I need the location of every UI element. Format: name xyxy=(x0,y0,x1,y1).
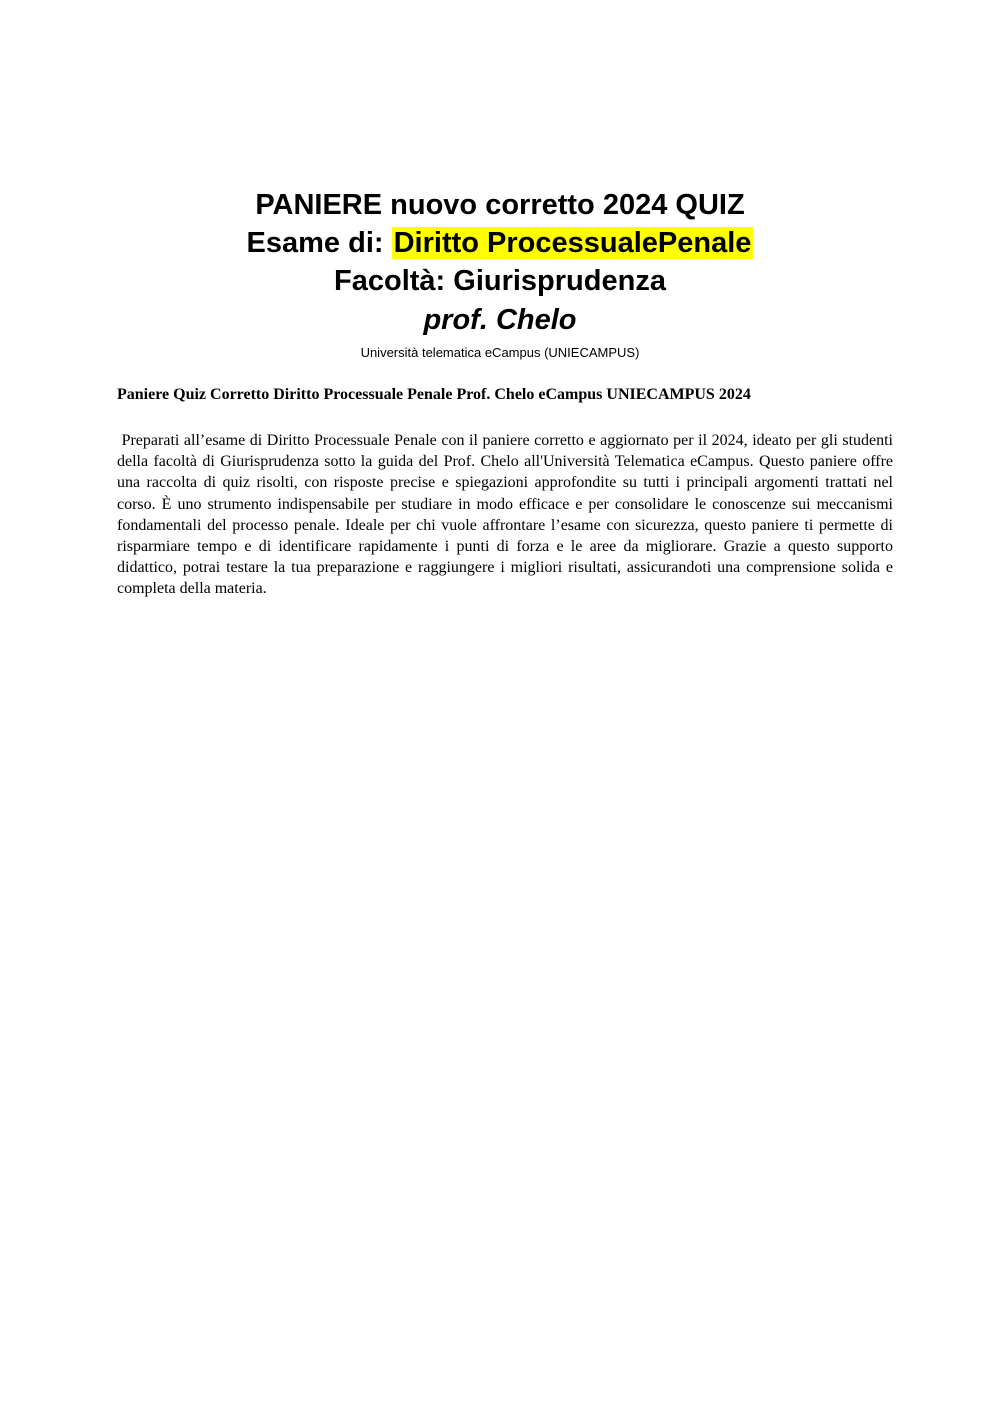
professor-line: prof. Chelo xyxy=(423,304,577,336)
faculty-line: Facoltà: Giurisprudenza xyxy=(334,265,666,297)
description-text: Preparati all’esame di Diritto Processuale Penale con il paniere corretto e aggiornato per il 2024, ideato per gli studenti della facoltà di Giurisprudenza sotto la guida del Prof. Chelo all'Università Telematica eCampus. Questo paniere offre una raccolta di quiz risolti, con risposte precise e spiegazioni approfondite su tutti i principali argomenti trattati nel corso. È uno strumento indispensabile per studiare in modo efficace e per consolidare le conoscenze sui meccanismi fondamentali del processo penale. Ideale per chi vuole affrontare l’esame con sicurezza, questo paniere ti permette di risparmiare tempo e di identificare rapidamente i punti di forza e le aree da migliorare. Grazie a questo supporto didattico, potrai testare la tua preparazione e raggiungere i migliori risultati, assicurandoti una comprensione solida e completa della materia. xyxy=(117,432,894,598)
description-paragraph xyxy=(117,430,893,600)
title-block xyxy=(0,186,1000,362)
exam-name-highlighted: Diritto ProcessualePenale xyxy=(393,227,752,259)
document-title: PANIERE nuovo corretto 2024 QUIZ xyxy=(255,189,745,221)
university-line: Università telematica eCampus (UNIECAMPUS) xyxy=(360,345,640,360)
exam-prefix: Esame di: xyxy=(246,227,392,259)
exam-line xyxy=(0,224,1000,262)
section-heading: Paniere Quiz Corretto Diritto Processuale Penale Prof. Chelo eCampus UNIECAMPUS 2024 xyxy=(117,386,751,403)
